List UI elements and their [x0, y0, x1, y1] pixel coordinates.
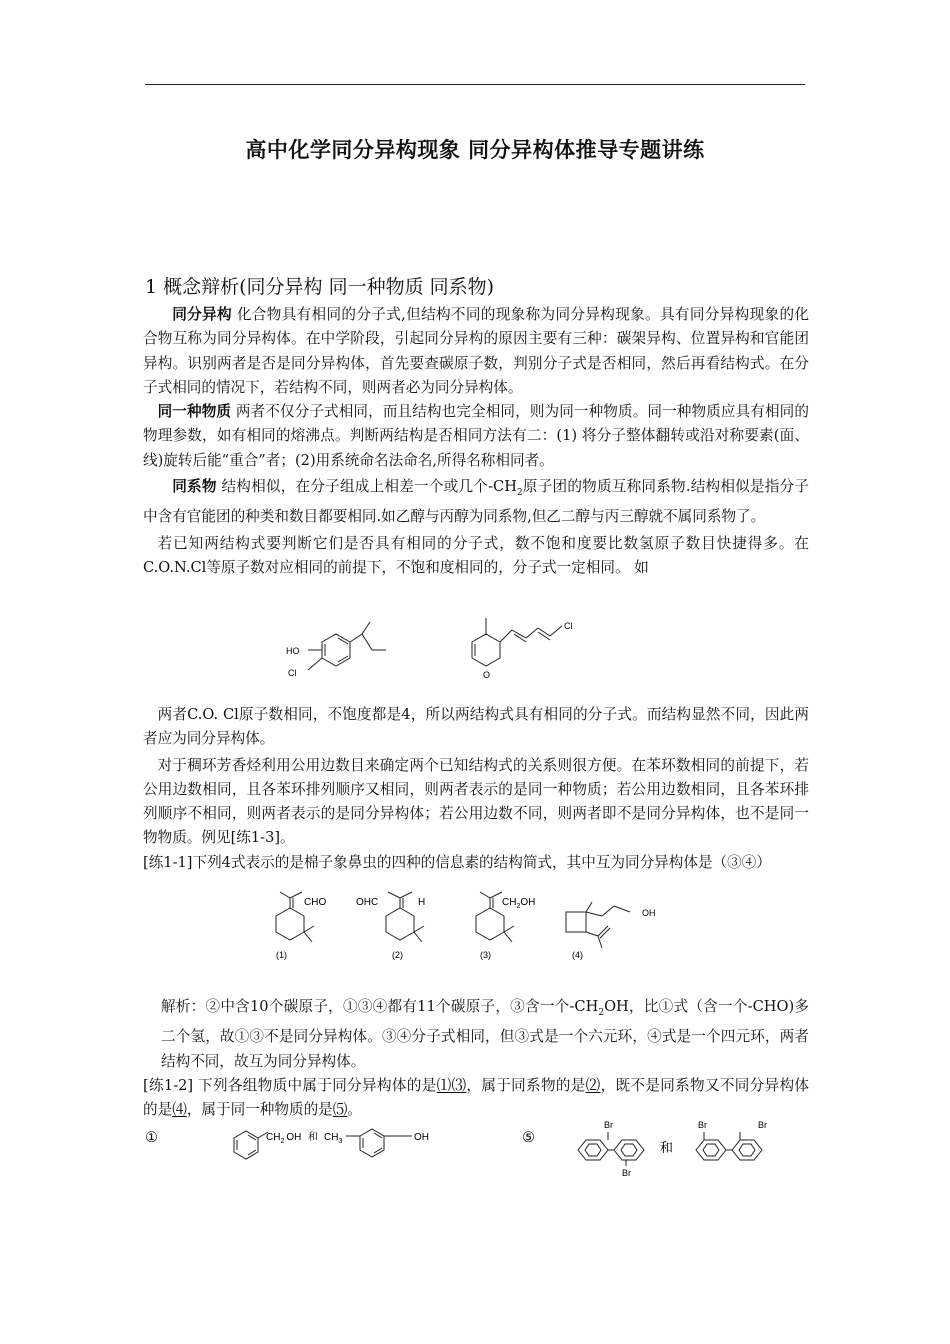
dibromobiphenyl-a — [578, 1132, 644, 1166]
and-label-1: 和 — [308, 1132, 318, 1143]
paragraph-same-formula: 两者C.O. Cl原子数相同，不饱度都是4，所以两结构式具有相同的分子式。而结构显然不同，因此两者应为同分异构体。 — [143, 706, 809, 748]
br-label-3: Br — [698, 1120, 707, 1130]
br-label-2: Br — [622, 1168, 631, 1178]
exercise-1-2: [练1-2] 下列各组物质中属于同分异构体的是⑴⑶，属于同系物的是⑵，既不是同系物又不同分异构体的是⑷，属于同一种物质的是⑸。 — [143, 1076, 809, 1119]
item-1-figure — [226, 1124, 446, 1168]
molecule-pyran — [472, 618, 562, 666]
paragraph-fused-rings: 对于稠环芳香烃利用公用边数目来确定两个已知结构式的关系则很方便。在苯环数相同的前提下，若公用边数相同，且各苯环排列顺序又相同，则两者表示的是同一种物质；若公用边数相同，且各苯环排列顺序不相同，则两者表示的是同分异构体；若公用边数不同，则两者即不是同分异构体，也不是同一物物质。例见[练1-3]。 — [143, 756, 809, 847]
structure-3-number: (3) — [480, 950, 491, 960]
and-label-5: 和 — [660, 1140, 674, 1155]
exercise-1-1-figure — [262, 890, 682, 964]
paragraph-same-substance: 同一种物质 两者不仅分子式相同，而且结构也完全相同，则为同一种物质。同一种物质应具有相同的物理参数，如有相同的熔沸点。判断两结构是否相同方法有二：(1) 将分子整体翻转或沿对称要素(面、线)旋转后能“重合”者；(2)用系统命名法命名,所得名称相同者。 — [143, 403, 809, 469]
cl-label-2: Cl — [564, 621, 573, 631]
ch2oh-label-a: $CH_2$ OH — [266, 1132, 302, 1145]
paragraph-unsaturation: 若已知两结构式要判断它们是否具有相同的分子式，数不饱和度要比数氢原子数目快捷得多。在C.O.N.Cl等原子数对应相同的前提下，不饱和度相同的，分子式一定相同。 如 — [143, 534, 809, 576]
benzyl-alcohol — [234, 1131, 268, 1159]
ho-label: HO — [286, 646, 300, 656]
cl-label-1: Cl — [288, 668, 297, 678]
ohc-label: OHC — [356, 897, 379, 908]
cho-label: CHO — [304, 897, 327, 908]
structure-4 — [566, 902, 630, 948]
top-rule — [145, 84, 805, 85]
exercise-1-1: [练1-1]下列4式表示的是棉子象鼻虫的四种的信息素的结构简式，其中互为同分异构体是（③④） — [143, 853, 771, 871]
oh-label-4: OH — [642, 908, 656, 918]
br-label-4: Br — [758, 1120, 767, 1130]
analysis-paragraph: 解析：②中含10个碳原子，①③④都有11个碳原子，③含一个$-CH_2OH$，比①式（含一个-CHO)多二个氢，故①③不是同分异构体。③④分子式相同，但③式是一个六元环，④式是一个四元环，两者结构不同，故互为同分异构体。 — [161, 998, 809, 1070]
discussion-paragraphs — [143, 703, 809, 875]
page-title: 高中化学同分异构现象 同分异构体推导专题讲练 — [245, 138, 705, 162]
o-label: O — [483, 670, 491, 680]
structure-4-number: (4) — [572, 950, 583, 960]
cresol — [346, 1129, 412, 1157]
paragraph-homolog: 同系物 结构相似，在分子组成上相差一个或几个$-CH_2$原子团的物质互称同系物.结构相似是指分子中含有官能团的种类和数目都要相同.如乙醇与丙醇为同系物,但乙二醇与丙三醇就不属同系物了。 — [143, 478, 809, 526]
structure-1-number: (1) — [276, 950, 287, 960]
item-5-figure — [574, 1118, 814, 1180]
br-label-1: Br — [604, 1120, 613, 1130]
structure-2-number: (2) — [392, 950, 403, 960]
paragraph-isomer: 同分异构 化合物具有相同的分子式,但结构不同的现象称为同分异构现象。具有同分异构现象的化合物互称为同分异构体。在中学阶段，引起同分异构的原因主要有三种：碳架异构、位置异构和官能团异构。识别两者是否是同分异构体，首先要查碳原子数，判别分子式是否相同，然后再看结构式。在分子式相同的情况下，若结构不同，则两者必为同分异构体。 — [143, 306, 809, 396]
oh-label-c: OH — [414, 1132, 429, 1143]
item-1-number: ① — [145, 1129, 159, 1146]
section-heading: 1 概念辩析(同分异构 同一种物质 同系物) — [145, 276, 495, 298]
dibromobiphenyl-b — [696, 1132, 762, 1160]
item-5-number: ⑤ — [522, 1129, 536, 1146]
keyword-isomer: 同分异构 — [172, 306, 232, 323]
ch3-label: $CH_3$ — [324, 1132, 343, 1145]
h-label: H — [418, 897, 426, 908]
molecule-phenol — [308, 622, 386, 670]
analysis-and-exercise-1-2 — [143, 995, 809, 1122]
molecule-pair-figure — [280, 612, 590, 684]
keyword-homolog: 同系物 — [172, 478, 217, 496]
ch2oh-label: $CH_2OH$ — [502, 897, 536, 910]
concept-paragraphs — [143, 303, 809, 580]
keyword-same-substance: 同一种物质 — [157, 403, 232, 421]
